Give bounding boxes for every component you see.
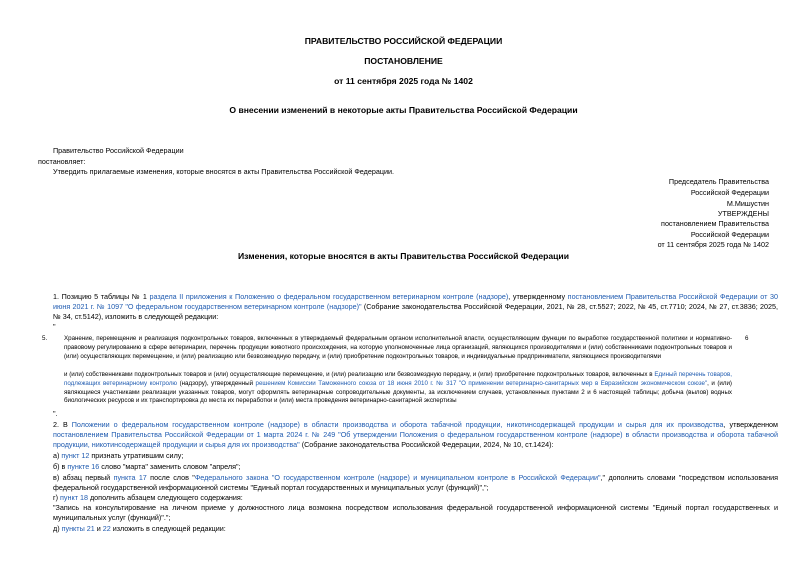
paragraph-1 — [53, 292, 778, 322]
item-d-link-22[interactable]: 22 — [102, 524, 111, 533]
quote-open: " — [53, 322, 56, 331]
document-type: ПОСТАНОВЛЕНИЕ — [364, 56, 443, 66]
government-title: ПРАВИТЕЛЬСТВО РОССИЙСКОЙ ФЕДЕРАЦИИ — [304, 36, 503, 46]
item-v-text: ," дополнить словами "посредством использования федеральной государственной информационной системы "Единый портал государственных и муниципальных услуг (функций)","; — [53, 473, 778, 492]
p1-link-decree[interactable]: постановлением Правительства Российской Федерации от 30 июня 2021 г. № 1097 "О федеральном государственном ветеринарном контроле (надзоре)" — [53, 292, 778, 311]
approved-label: УТВЕРЖДЕНЫ — [717, 209, 769, 218]
p1-text-a: 1. Позицию 5 таблицы № 1 — [53, 292, 150, 301]
table-cell-text-2 — [64, 371, 732, 406]
p2-text-a: 2. В — [53, 420, 72, 429]
p2-link-decree[interactable]: постановлением Правительства Российской Федерации от 1 марта 2024 г. № 249 "Об утверждении Положения о федеральном государственном контроле (надзоре) в области производства и оборота табачной продукции, никотинсодержащей продукции и сырья для их производства" — [53, 429, 778, 449]
signature-line-2: Российской Федерации — [690, 188, 769, 197]
paragraph-2 — [53, 420, 778, 450]
item-g-link[interactable]: пункт 18 — [60, 493, 88, 502]
item-g-quote: "Запись на консультирование на личном приеме у должностного лица возможна посредством использования федеральной государственной информационной системы "Единый портал государственных и муниципальных услуг (функций)"."; — [53, 503, 778, 522]
table-text-2b: (надзору), утвержденный — [177, 379, 256, 387]
item-b — [53, 462, 241, 472]
p1-text-c: (Собрание законодательства Российской Федерации, 2021, № 28, ст.5527; 2022, № 45, ст.7710; 2024, № 27, ст.3836; 2025, № 34, ст.5142), изложить в следующей редакции: — [53, 301, 778, 321]
item-d-mid: и — [94, 524, 103, 533]
p1-link-section[interactable]: раздела II приложения к Положению о федеральном государственном ветеринарном контроле (надзоре) — [149, 292, 509, 301]
item-g-prefix: г) — [53, 493, 61, 502]
table-link-decision[interactable]: решением Комиссии Таможенного союза от 18 июня 2010 г. № 317 "О применении ветеринарно-санитарных мер в Евразийском экономическом союзе" — [255, 379, 708, 387]
preamble-line-1: Правительство Российской Федерации — [53, 146, 184, 155]
item-a-prefix: а) — [53, 451, 62, 460]
table-row-right-number: 6 — [745, 335, 749, 342]
document-title: О внесении изменений в некоторые акты Правительства Российской Федерации — [229, 105, 578, 115]
signature-name: М.Мишустин — [726, 199, 769, 208]
table-link-list[interactable]: Единый перечень товаров, подлежащих ветеринарному контролю — [64, 371, 732, 387]
preamble-line-3: Утвердить прилагаемые изменения, которые вносятся в акты Правительства Российской Федерации. — [53, 167, 394, 176]
signature-line-1: Председатель Правительства — [668, 177, 769, 186]
document-date: от 11 сентября 2025 года № 1402 — [334, 76, 473, 86]
item-d — [53, 524, 226, 534]
item-b-text: слово "марта" заменить словом "апреля"; — [99, 462, 241, 471]
item-a — [53, 451, 183, 461]
changes-title: Изменения, которые вносятся в акты Правительства Российской Федерации — [237, 251, 569, 261]
table-text-2c: , и (или) являющиеся участниками реализации указанных товаров, могут оформлять ветеринарные сопроводительные документы, за исключением случаев, установленных пунктами 2 и 6 настоящей таблицы; добыча (вылов) водных биологических ресурсов и их транспортировка до места их переработки и (или) места проведения ветеринарно-санитарной экспертизы — [64, 379, 732, 405]
item-v-mid: после слов " — [146, 473, 195, 482]
item-v-link-law[interactable]: Федерального закона "О государственном контроле (надзоре) и муниципальном контроле в Российской Федерации" — [194, 473, 601, 482]
approved-line-3: Российской Федерации — [690, 230, 769, 239]
item-b-prefix: б) в — [53, 462, 68, 471]
item-a-text: признать утратившим силу; — [89, 451, 184, 460]
quote-close: ". — [53, 409, 58, 418]
item-d-link-21[interactable]: пункты 21 — [61, 524, 95, 533]
table-row-number: 5. — [42, 335, 48, 342]
approved-date: от 11 сентября 2025 года № 1402 — [657, 240, 769, 249]
item-v — [53, 473, 778, 493]
item-d-prefix: д) — [53, 524, 62, 533]
item-v-prefix: в) абзац первый — [53, 473, 114, 482]
item-g — [53, 493, 243, 503]
p2-text-c: (Собрание законодательства Российской Федерации, 2024, № 10, ст.1424): — [299, 439, 554, 449]
approved-line-2: постановлением Правительства — [661, 219, 769, 228]
table-cell-text-1: Хранение, перемещение и реализация подконтрольных товаров, включенных в утверждаемый федеральным органом исполнительной власти, осуществляющим функции по выработке государственной политики и нормативно-правовому регулированию в сфере ветеринарии, перечень продукции животного происхождения, на которую уполномоченные лица организаций, являющихся производителями и (или) собственниками подконтрольных товаров и (или) осуществляющих перемещение, и (или) реализацию или безвозмездную передачу, и (или) приобретение подконтрольных товаров, и индивидуальные предприниматели, являющиеся производителями — [64, 335, 732, 360]
p1-text-b: , утвержденному — [508, 292, 568, 301]
table-text-2a: и (или) собственниками подконтрольных товаров и (или) осуществляющие перемещение, и (или) реализацию или безвозмездную передачу, и (или) приобретение подконтрольных товаров, включенных в — [64, 371, 655, 378]
item-v-link-point[interactable]: пункта 17 — [113, 473, 147, 482]
item-a-link[interactable]: пункт 12 — [61, 451, 90, 460]
item-g-text: дополнить абзацем следующего содержания: — [87, 493, 243, 502]
preamble-line-2: постановляет: — [38, 157, 86, 166]
item-d-text: изложить в следующей редакции: — [110, 524, 226, 533]
p2-link-regulation[interactable]: Положении о федеральном государственном контроле (надзоре) в области производства и оборота табачной продукции, никотинсодержащей продукции и сырья для их производства — [71, 420, 724, 429]
item-b-link[interactable]: пункте 16 — [67, 462, 100, 471]
p2-text-b: , утвержденном — [723, 420, 778, 429]
